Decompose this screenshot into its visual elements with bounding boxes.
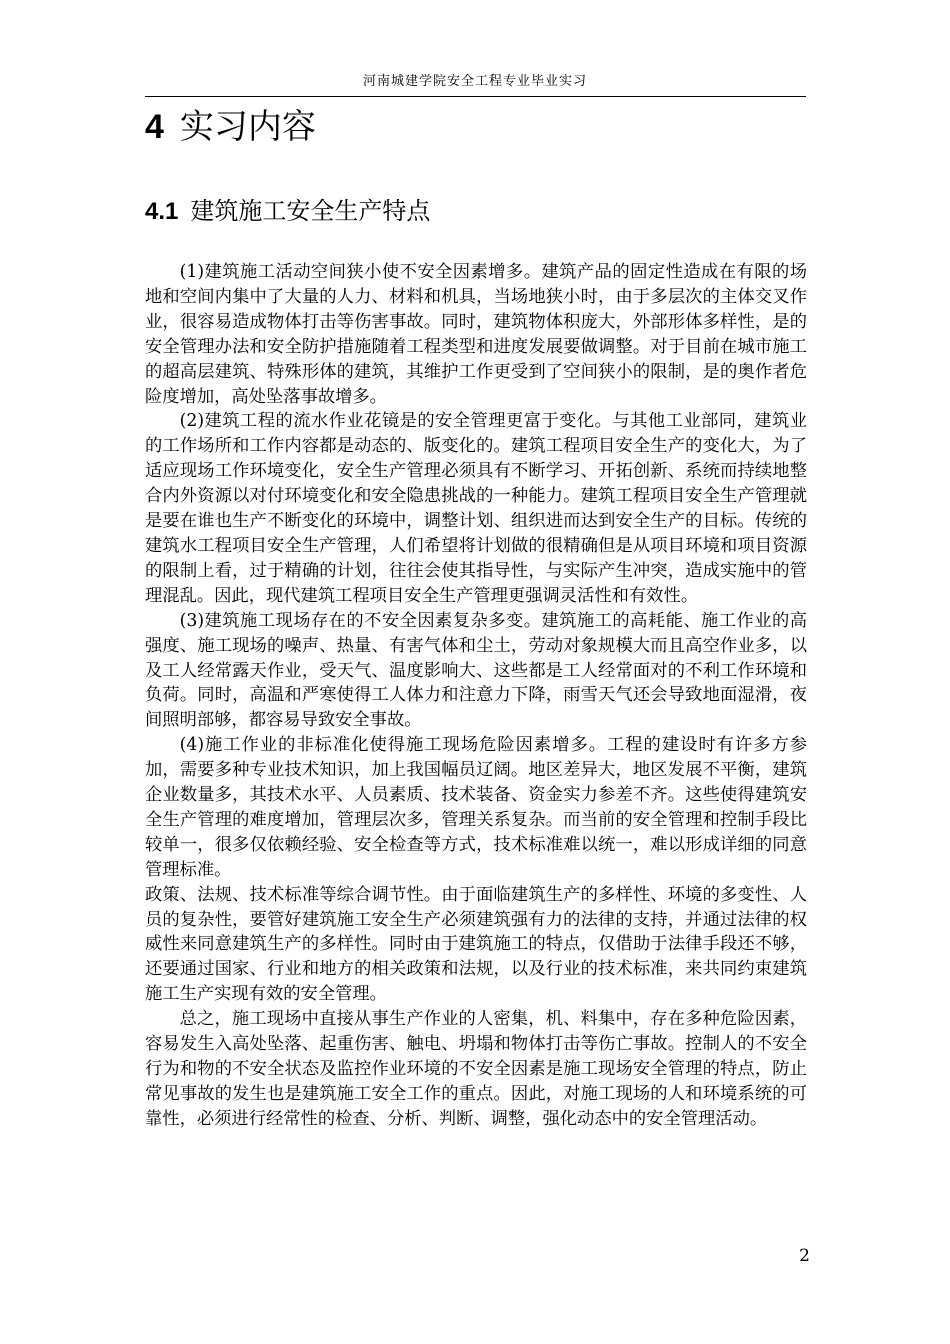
chapter-title: 实习内容 (179, 107, 316, 147)
chapter-number: 4 (145, 108, 164, 146)
section-title: 建筑施工安全生产特点 (190, 197, 431, 225)
paragraph-1: (1)建筑施工活动空间狭小使不安全因素增多。建筑产品的固定性造成在有限的场地和空间内集中了大量的人力、材料和机具，当场地狭小时，由于多层次的主体交叉作业，很容易造成物体打击等伤害事故。同时，建筑物体积庞大，外部形体多样性，是的安全管理办法和安全防护措施随着工程类型和进度发展要做调整。对于目前在城市施工的超高层建筑、特殊形体的建筑，其维护工作更受到了空间狭小的限制，是的奥作者危险度增加，高处坠落事故增多。 (145, 262, 807, 407)
paragraph-6: 总之，施工现场中直接从事生产作业的人密集，机、料集中，存在多种危险因素，容易发生入高处坠落、起重伤害、触电、坍塌和物体打击等伤亡事故。控制人的不安全行为和物的不安全状态及监控作业环境的不安全因素是施工现场安全管理的特点，防止常见事故的发生也是建筑施工安全工作的重点。因此，对施工现场的人和环境系统的可靠性，必须进行经常性的检查、分析、判断、调整，强化动态中的安全管理活动。 (145, 1009, 807, 1129)
paragraph-5: 政策、法规、技术标准等综合调节性。由于面临建筑生产的多样性、环境的多变性、人员的复杂性，要管好建筑施工安全生产必须建筑强有力的法律的支持，并通过法律的权威性来同意建筑生产的多样性。同时由于建筑施工的特点，仅借助于法律手段还不够，还要通过国家、行业和地方的相关政策和法规，以及行业的技术标准，来共同约束建筑施工生产实现有效的安全管理。 (145, 884, 807, 1005)
paragraph-3: (3)建筑施工现场存在的不安全因素复杂多变。建筑施工的高耗能、施工作业的高强度、施工现场的噪声、热量、有害气体和尘土，劳动对象规模大而且高空作业多，以及工人经常露天作业，受天气、温度影响大、这些都是工人经常面对的不利工作环境和负荷。同时，高温和严寒使得工人体力和注意力下降，雨雪天气还会导致地面湿滑，夜间照明部够，都容易导致安全事故。 (145, 610, 807, 731)
header-rule (145, 96, 806, 97)
section-heading (145, 194, 430, 229)
paragraph-2: (2)建筑工程的流水作业花镜是的安全管理更富于变化。与其他工业部同，建筑业的工作场所和工作内容都是动态的、版变化的。建筑工程项目安全生产的变化大，为了适应现场工作环境变化，安全生产管理必须具有不断学习、开拓创新、系统而持续地整合内外资源以对付环境变化和安全隐患挑战的一种能力。建筑工程项目安全生产管理就是要在谁也生产不断变化的环境中，调整计划、组织进而达到安全生产的目标。传统的建筑水工程项目安全生产管理，人们希望将计划做的很精确但是从项目环境和项目资源的限制上看，过于精确的计划，往往会使其指导性，与实际产生冲突，造成实施中的管理混乱。因此，现代建筑工程项目安全生产管理更强调灵活性和有效性。 (145, 411, 807, 606)
chapter-heading (145, 104, 316, 150)
section-number: 4.1 (145, 198, 179, 225)
paragraph-4: (4)施工作业的非标准化使得施工现场危险因素增多。工程的建设时有许多方参加，需要多种专业技术知识，加上我国幅员辽阔。地区差异大，地区发展不平衡，建筑企业数量多，其技术水平、人员素质、技术装备、资金实力参差不齐。这些使得建筑安全生产管理的难度增加，管理层次多，管理关系复杂。而当前的安全管理和控制手段比较单一，很多仅依赖经验、安全检查等方式，技术标准难以统一，难以形成详细的同意管理标准。 (145, 735, 807, 880)
page-header: 河南城建学院安全工程专业毕业实习 (362, 74, 587, 89)
page-number: 2 (799, 1246, 810, 1266)
body-text (145, 260, 807, 1132)
